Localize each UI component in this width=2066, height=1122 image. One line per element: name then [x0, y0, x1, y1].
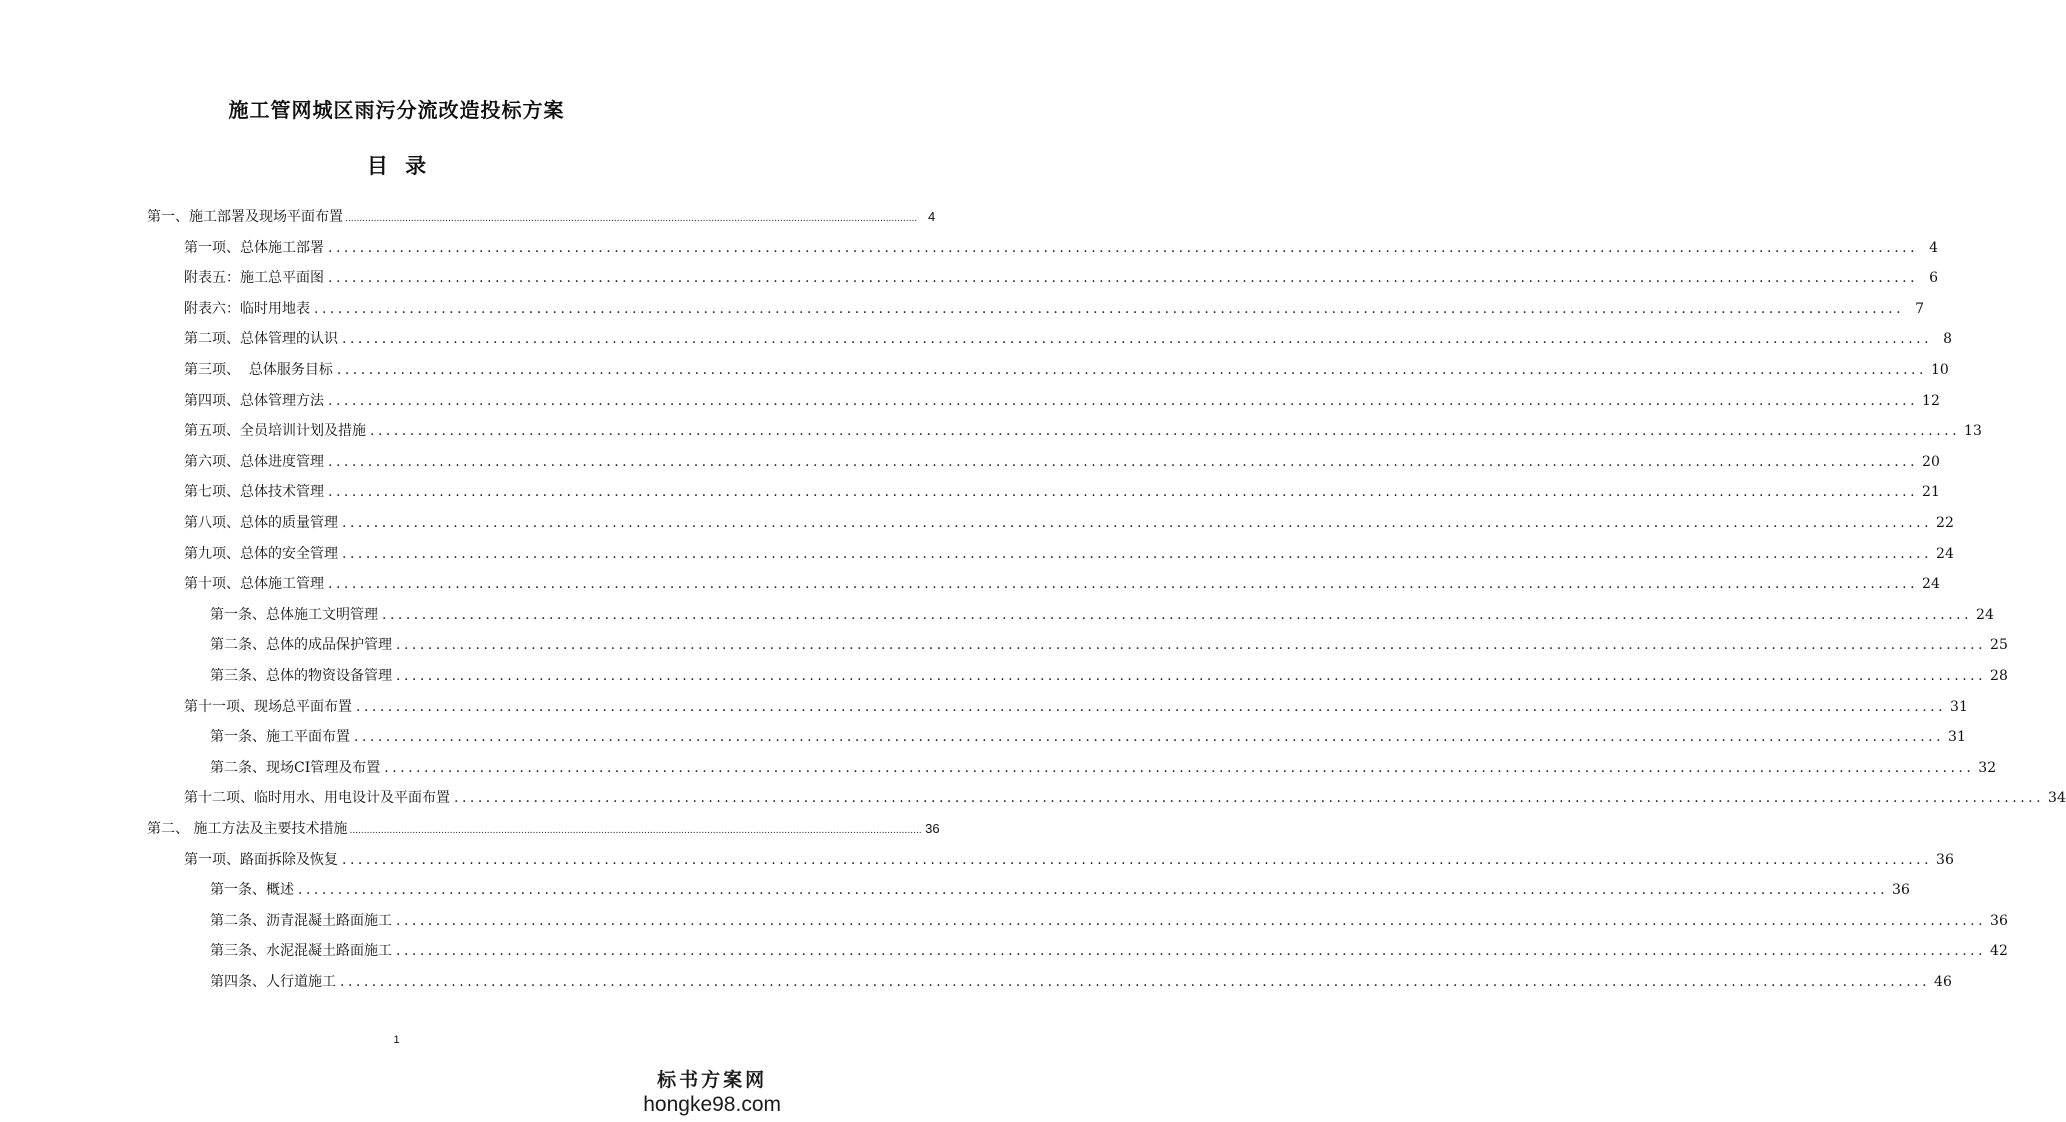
- toc-entry-page: 10: [1930, 362, 1949, 378]
- toc-leader-dots: ........................................................................................................................................................................................................: [328, 576, 1919, 593]
- toc-entry[interactable]: [184, 267, 1939, 289]
- toc-entry-page: 21: [1922, 484, 1940, 501]
- toc-entry-label: 第七项、总体技术管理: [184, 484, 324, 501]
- toc-entry[interactable]: [184, 237, 1939, 259]
- toc-entry[interactable]: [184, 328, 1953, 350]
- toc-leader-dots: ........................................................................................................................................................................................................: [342, 331, 1933, 348]
- toc-entry[interactable]: [184, 390, 1940, 412]
- toc-entry-page: 24: [1976, 606, 1994, 623]
- toc-leader-dots: ........................................................................................................................................................................................................: [336, 362, 1927, 378]
- toc-entry-page: 24: [1936, 545, 1954, 562]
- toc-entry[interactable]: [210, 971, 1952, 993]
- toc-leader-dots: ........................................................................................................................................................................................................: [328, 239, 1919, 256]
- toc-entry[interactable]: [184, 696, 1968, 718]
- toc-entry-label: 第一、施工部署及现场平面布置: [147, 209, 343, 225]
- toc-entry[interactable]: [210, 940, 2008, 962]
- toc-leader-dots: ........................................................................................................................................................................................................: [356, 698, 1947, 715]
- toc-leader-dots: ........................................................................................................................................................................................................: [396, 943, 1987, 960]
- toc-leader-dots: ........................................................................................................................................................................................................: [328, 484, 1919, 501]
- toc-entry[interactable]: [210, 604, 1994, 626]
- page-number: 1: [393, 1034, 400, 1046]
- toc-leader-dots: ........................................................................................................................................................................................................: [328, 453, 1919, 470]
- toc-entry-label: 第十一项、现场总平面布置: [184, 698, 352, 715]
- toc-entry-label: 第三项、 总体服务目标: [184, 362, 333, 378]
- toc-leader-dots: ........................................................................................................................................................................................................: [340, 974, 1931, 990]
- toc-entry-page: 36: [925, 821, 940, 836]
- toc-entry-label: 第一项、路面拆除及恢复: [184, 851, 338, 868]
- toc-entry-page: 24: [1922, 576, 1940, 593]
- toc-leader-dots: ........................................................................................................................................................................................................: [354, 729, 1945, 746]
- toc-leader-dots: ........................................................................................................................................................................................................: [342, 851, 1933, 868]
- toc-leader-dots: ........................................................................................................................................................................................................: [396, 912, 1987, 929]
- toc-entry-page: 42: [1990, 943, 2008, 960]
- toc-leader-dots: ........................................................................................................................................................................................................: [342, 515, 1933, 531]
- toc-leader-dots: ........................................................................................................................................................................................................: [328, 392, 1919, 409]
- toc-entry-label: 第十项、总体施工管理: [184, 576, 324, 593]
- toc-entry-label: 第二、 施工方法及主要技术措施: [147, 821, 348, 837]
- toc-entry[interactable]: [184, 787, 2066, 809]
- toc-entry-label: 第八项、总体的质量管理: [184, 515, 338, 531]
- toc-entry[interactable]: [184, 543, 1954, 565]
- toc-entry-page: 25: [1990, 637, 2008, 654]
- toc-entry[interactable]: [184, 420, 1982, 442]
- toc-entry[interactable]: [210, 634, 2008, 656]
- toc-entry[interactable]: [184, 512, 1954, 534]
- toc-leader-dots: ........................................................................................................................................................................................................: [396, 668, 1987, 684]
- document-title: 施工管网城区雨污分流改造投标方案: [228, 98, 565, 122]
- toc-entry-page: 28: [1990, 668, 2008, 684]
- toc-entry[interactable]: [210, 879, 1910, 901]
- toc-entry-label: 第二条、现场CI管理及布置: [210, 759, 381, 776]
- toc-entry[interactable]: [184, 849, 1954, 871]
- toc-entry-label: 第三条、总体的物资设备管理: [210, 668, 392, 684]
- toc-leader-dots: ........................................................................................................................................................................................................: [396, 637, 1987, 654]
- toc-leader-dots: ........................................................................................................................................................................................................: [370, 423, 1961, 440]
- toc-entry-page: 13: [1964, 423, 1982, 440]
- toc-entry-page: 7: [1915, 300, 1925, 317]
- toc-leader-dots: ........................................................................................................................................................................................................: [342, 545, 1933, 562]
- toc-entry-label: 第一项、总体施工部署: [184, 239, 324, 256]
- toc-leader-dots: ........................................................................................................................................................................................................: [314, 300, 1905, 317]
- toc-leader-dots: ........................................................................................................................................................................................................: [328, 270, 1919, 287]
- toc-entry-label: 第四条、人行道施工: [210, 974, 336, 990]
- toc-entry-page: 6: [1929, 270, 1939, 287]
- toc-entry[interactable]: [184, 451, 1940, 473]
- toc-heading: 目 录: [366, 153, 427, 178]
- toc-entry-page: 22: [1936, 515, 1954, 531]
- watermark-logo: [643, 1068, 781, 1118]
- toc-entry-page: 4: [1929, 239, 1939, 256]
- toc-leader-dots: ........................................................................................................................................................................................................: [454, 790, 2045, 807]
- toc-entry-label: 第二条、沥青混凝土路面施工: [210, 912, 392, 929]
- toc-entry-label: 附表五：施工总平面图: [184, 270, 324, 287]
- toc-entry[interactable]: [184, 298, 1925, 320]
- watermark-text-cn: 标书方案网: [657, 1069, 768, 1091]
- toc-entry-page: 8: [1943, 331, 1953, 348]
- toc-entry-page: 32: [1978, 759, 1997, 776]
- toc-entry[interactable]: [210, 665, 2008, 687]
- toc-entry[interactable]: [147, 818, 940, 840]
- toc-entry-page: 46: [1934, 974, 1952, 990]
- toc-entry-label: 第十二项、临时用水、用电设计及平面布置: [184, 790, 450, 807]
- toc-entry-page: 34: [2048, 790, 2066, 807]
- toc-entry-page: 4: [927, 209, 936, 224]
- toc-entry-page: 20: [1922, 453, 1940, 470]
- toc-entry-label: 附表六：临时用地表: [184, 300, 310, 317]
- toc-entry-page: 31: [1948, 729, 1966, 746]
- toc-leader-dots: ........................................................................................................................................................................................................: [349, 826, 922, 836]
- toc-entry-page: 31: [1950, 698, 1968, 715]
- toc-entry-label: 第一条、总体施工文明管理: [210, 606, 378, 623]
- toc-entry[interactable]: [210, 726, 1966, 748]
- toc-leader-dots: ........................................................................................................................................................................................................: [382, 606, 1973, 623]
- toc-entry-page: 36: [1990, 912, 2008, 929]
- toc-entry[interactable]: [210, 910, 2008, 932]
- toc-entry-page: 36: [1892, 882, 1910, 899]
- toc-entry-label: 第九项、总体的安全管理: [184, 545, 338, 562]
- toc-leader-dots: ........................................................................................................................................................................................................: [384, 759, 1975, 776]
- toc-leader-dots: ........................................................................................................................................................................................................: [298, 882, 1889, 899]
- toc-entry-label: 第一条、施工平面布置: [210, 729, 350, 746]
- toc-entry[interactable]: [210, 757, 1997, 779]
- toc-entry-label: 第二条、总体的成品保护管理: [210, 637, 392, 654]
- toc-entry-label: 第一条、概述: [210, 882, 294, 899]
- toc-entry-label: 第三条、水泥混凝土路面施工: [210, 943, 392, 960]
- toc-entry-page: 12: [1922, 392, 1940, 409]
- watermark-text-en: hongke98.com: [643, 1093, 781, 1116]
- toc-entry[interactable]: [184, 573, 1940, 595]
- toc-entry[interactable]: [184, 359, 1949, 381]
- toc-entry-page: 36: [1936, 851, 1954, 868]
- toc-entry-label: 第五项、全员培训计划及措施: [184, 423, 366, 440]
- toc-entry-label: 第六项、总体进度管理: [184, 453, 324, 470]
- toc-entry-label: 第二项、总体管理的认识: [184, 331, 338, 348]
- toc-leader-dots: ........................................................................................................................................................................................................: [345, 214, 918, 224]
- toc-entry[interactable]: [184, 481, 1940, 503]
- toc-entry-label: 第四项、总体管理方法: [184, 392, 324, 409]
- toc-entry[interactable]: [147, 206, 936, 228]
